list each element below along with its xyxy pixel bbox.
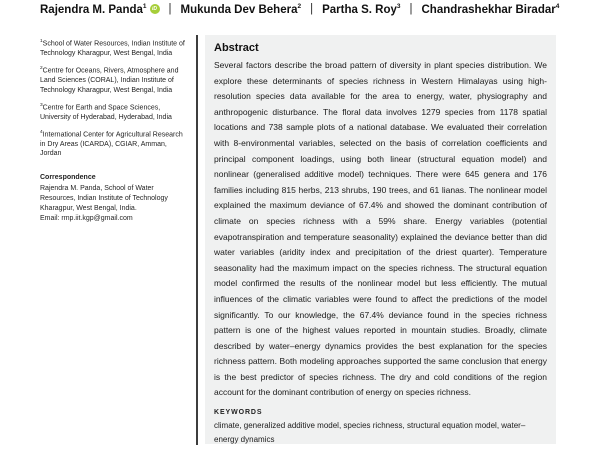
affiliation-2-text: Centre for Oceans, Rivers, Atmosphere and Land Sciences (CORAL), Indian Institute of Technology Kharagpur, West Bengal, India [40,67,179,94]
author-3-name: Partha S. Roy [322,3,397,16]
author-byline [40,3,559,16]
correspondence-block [40,173,190,224]
affiliation-3-marker: 3 [40,102,43,108]
affiliation-3-text: Centre for Earth and Space Sciences, University of Hyderabad, Hyderabad, India [40,103,172,121]
author-separator: | [168,3,172,15]
keywords-heading: KEYWORDS [214,409,263,417]
abstract-text: Several factors describe the broad pattern of diversity in plant species distribution. We explore these determinants of species richness in Western Himalayas using high-resolution species data available for the area to energy, water, physiography and anthropogenic disturbance. The floral data involves 1279 species from 1178 spatial locations and 738 sample plots of a national database. We evaluated their correlation with 8-environmental variables, selected on the basis of correlation coefficients and principal component loadings, using both linear (structural equation model) and nonlinear (generalised additive model) techniques. There were 645 genera and 176 families including 815 herbs, 213 shrubs, 190 trees, and 61 lianas. The nonlinear model explained the maximum deviance of 67.4% and showed the dominant contribution of climate on species richness with a 59% share. Energy variables (potential evapotranspiration and temperature seasonality) explained the deviance better than did water variables (aridity index and precipitation of the driest quarter). Temperature seasonality had the maximum impact on the species richness. The structural equation model confirmed the results of the nonlinear model but less efficiently. The mutual influences of the climatic variables were found to affect the predictions of the model significantly. To our knowledge, the 67.4% deviance found in the species richness pattern is one of the highest values reported in mountain studies. Broadly, climate described by water–energy dynamics provides the best explanation for the species richness pattern. Both modeling approaches supported the same conclusion that energy is the best predictor of species richness. The dry and cold conditions of the region account for the dominant contribution of energy on species richness. [214,60,547,398]
affiliation-2-marker: 2 [40,65,43,71]
author-3 [322,3,400,16]
affiliation-4-text: International Center for Agricultural Research in Dry Areas (ICARDA), CGIAR, Amman, Jordan [40,130,183,158]
author-4-affiliation-marker: 4 [555,3,560,10]
affiliations-column [40,39,190,224]
author-4-name: Chandrashekhar Biradar [421,3,556,16]
keywords-text: climate, generalized additive model, species richness, structural equation model, water–energy dynamics [214,421,526,444]
correspondence-heading: Correspondence [40,174,96,182]
abstract-heading: Abstract [214,42,259,54]
affiliation-2 [40,66,190,96]
author-3-affiliation-marker: 3 [396,3,401,10]
author-1-affiliation-marker: 1 [142,3,147,10]
author-separator: | [310,3,314,15]
author-2 [181,3,302,16]
correspondence-email: Email: rmp.iit.kgp@gmail.com [40,215,133,223]
author-separator: | [409,3,413,15]
author-1-name: Rajendra M. Panda [40,3,143,16]
affiliation-1-text: School of Water Resources, Indian Institute of Technology Kharagpur, West Bengal, India [40,40,185,58]
affiliation-1 [40,39,190,59]
affiliation-4-marker: 4 [40,129,43,135]
correspondence-address: Rajendra M. Panda, School of Water Resources, Indian Institute of Technology Kharagpur, West Bengal, India. [40,185,168,213]
author-4 [422,3,560,16]
affiliation-4 [40,130,190,160]
author-2-affiliation-marker: 2 [297,3,302,10]
abstract-panel [205,35,556,444]
affiliation-3 [40,103,190,123]
column-divider-rule [196,35,198,445]
affiliation-1-marker: 1 [40,39,43,44]
orcid-icon[interactable]: iD [150,4,160,14]
author-2-name: Mukunda Dev Behera [180,3,298,16]
author-1 [40,3,147,16]
